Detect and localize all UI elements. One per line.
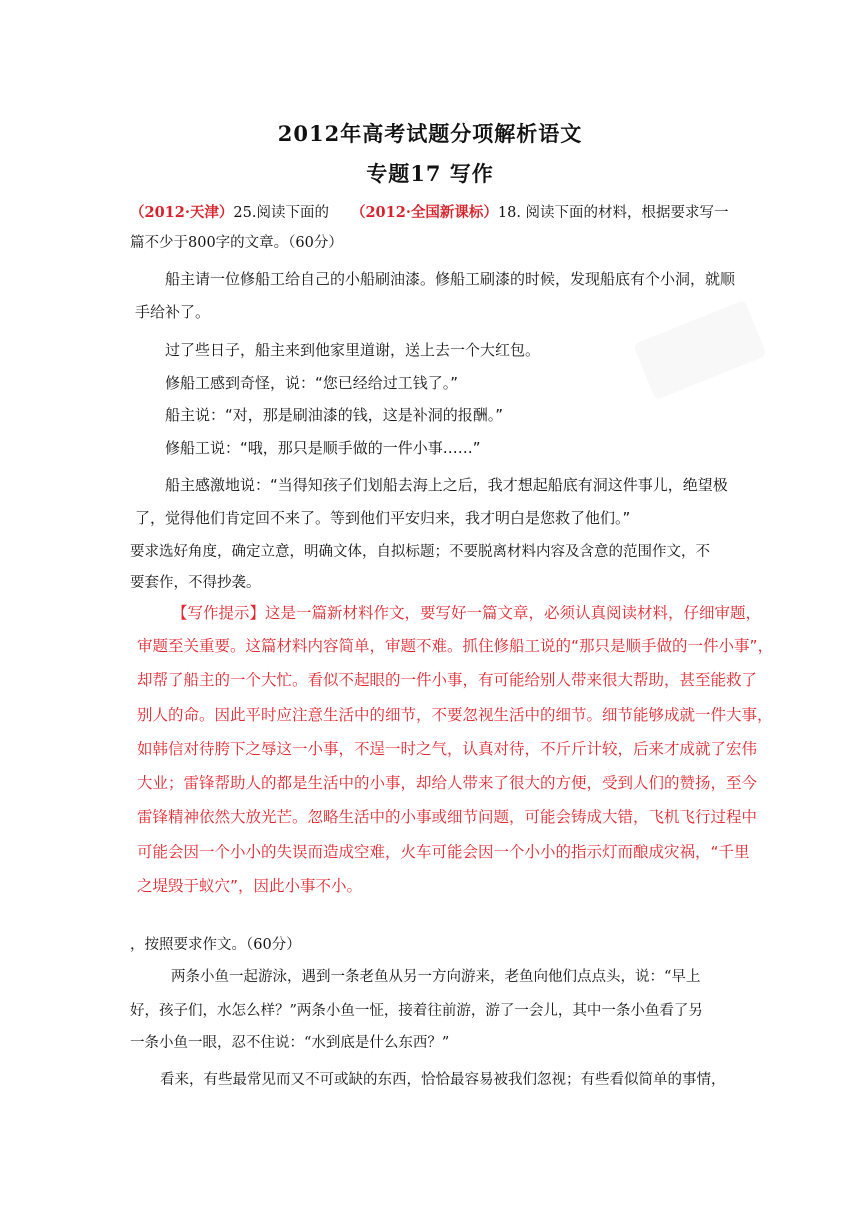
- question2-paragraph-line: 看来，有些最常见而又不可或缺的东西，恰恰最容易被我们忽视；有些看似简单的事情，: [160, 1072, 726, 1088]
- material-line: 船主请一位修船工给自己的小船刷油漆。修船工刷漆的时候，发现船底有个小洞，就顺: [165, 270, 736, 288]
- material-line: 过了些日子，船主来到他家里道谢，送上去一个大红包。: [165, 341, 541, 359]
- question-instruction-cont: 篇不少于800字的文章。（60分）: [130, 235, 343, 251]
- tip-line: 之堤毁于蚁穴”，因此小事不小。: [137, 877, 363, 895]
- question2-paragraph-line: 一条小鱼一眼，忍不住说：“水到底是什么东西？”: [130, 1035, 450, 1051]
- question2-paragraph-line: 两条小鱼一起游泳，遇到一条老鱼从另一方向游来，老鱼向他们点点头，说：“早上: [171, 969, 701, 985]
- tip-line: 如韩信对待胯下之辱这一小事，不逞一时之气，认真对待，不斤斤计较，后来才成就了宏伟: [137, 740, 758, 758]
- page-subtitle: 专题17 写作: [366, 161, 494, 186]
- question-header: [130, 203, 729, 223]
- watermark: [633, 300, 767, 401]
- page-title: 2012年高考试题分项解析语文: [277, 121, 583, 146]
- question2-paragraph-line: 好，孩子们，水怎么样？”两条小鱼一怔，接着往前游，游了一会儿，其中一条小鱼看了另: [130, 1003, 703, 1019]
- source-label-national: （2012·全国新课标）: [350, 204, 498, 221]
- question-instruction: 18. 阅读下面的材料，根据要求写一: [497, 205, 729, 221]
- tip-line: 【写作提示】这是一篇新材料作文，要写好一篇文章，必须认真阅读材料，仔细审题，: [172, 604, 762, 622]
- tip-line: 可能会因一个小小的失误而造成空难，火车可能会因一个小小的指示灯而酿成灾祸，“千里: [137, 843, 750, 861]
- material-line: 了，觉得他们肯定回不来了。等到他们平安归来，我才明白是您救了他们。”: [135, 509, 631, 527]
- material-line: 船主说：“对，那是刷油漆的钱，这是补洞的报酬。”: [165, 406, 504, 424]
- tip-line: 大业；雷锋帮助人的都是生活中的小事，却给人带来了很大的方便，受到人们的赞扬，至今: [137, 774, 758, 792]
- question2-instruction: ，按照要求作文。（60分）: [130, 937, 301, 953]
- question-text-fragment: 25.阅读下面的: [233, 205, 329, 221]
- material-line: 船主感激地说：“当得知孩子们划船去海上之后，我才想起船底有洞这件事儿，绝望极: [165, 476, 728, 494]
- requirement-line: 要求选好角度，确定立意，明确文体，自拟标题；不要脱离材料内容及含意的范围作文，不: [130, 544, 710, 560]
- source-label-tianjin: （2012·天津）: [130, 204, 234, 221]
- tip-line: 别人的命。因此平时应注意生活中的细节，不要忽视生活中的细节。细节能够成就一件大事，: [137, 706, 773, 724]
- tip-line: 雷锋精神依然大放光芒。忽略生活中的小事或细节问题，可能会铸成大错，飞机飞行过程中: [137, 808, 758, 826]
- tip-line: 却帮了船主的一个大忙。看似不起眼的一件小事，有可能给别人带来很大帮助，甚至能救了: [137, 671, 758, 689]
- material-line: 手给补了。: [135, 303, 211, 321]
- requirement-line: 要套作，不得抄袭。: [130, 575, 261, 591]
- material-line: 修船工感到奇怪，说：“您已经给过工钱了。”: [165, 374, 459, 392]
- material-line: 修船工说：“哦，那只是顺手做的一件小事……”: [165, 439, 481, 457]
- tip-line: 审题至关重要。这篇材料内容简单，审题不难。抓住修船工说的“那只是顺手做的一件小事”，: [137, 637, 774, 655]
